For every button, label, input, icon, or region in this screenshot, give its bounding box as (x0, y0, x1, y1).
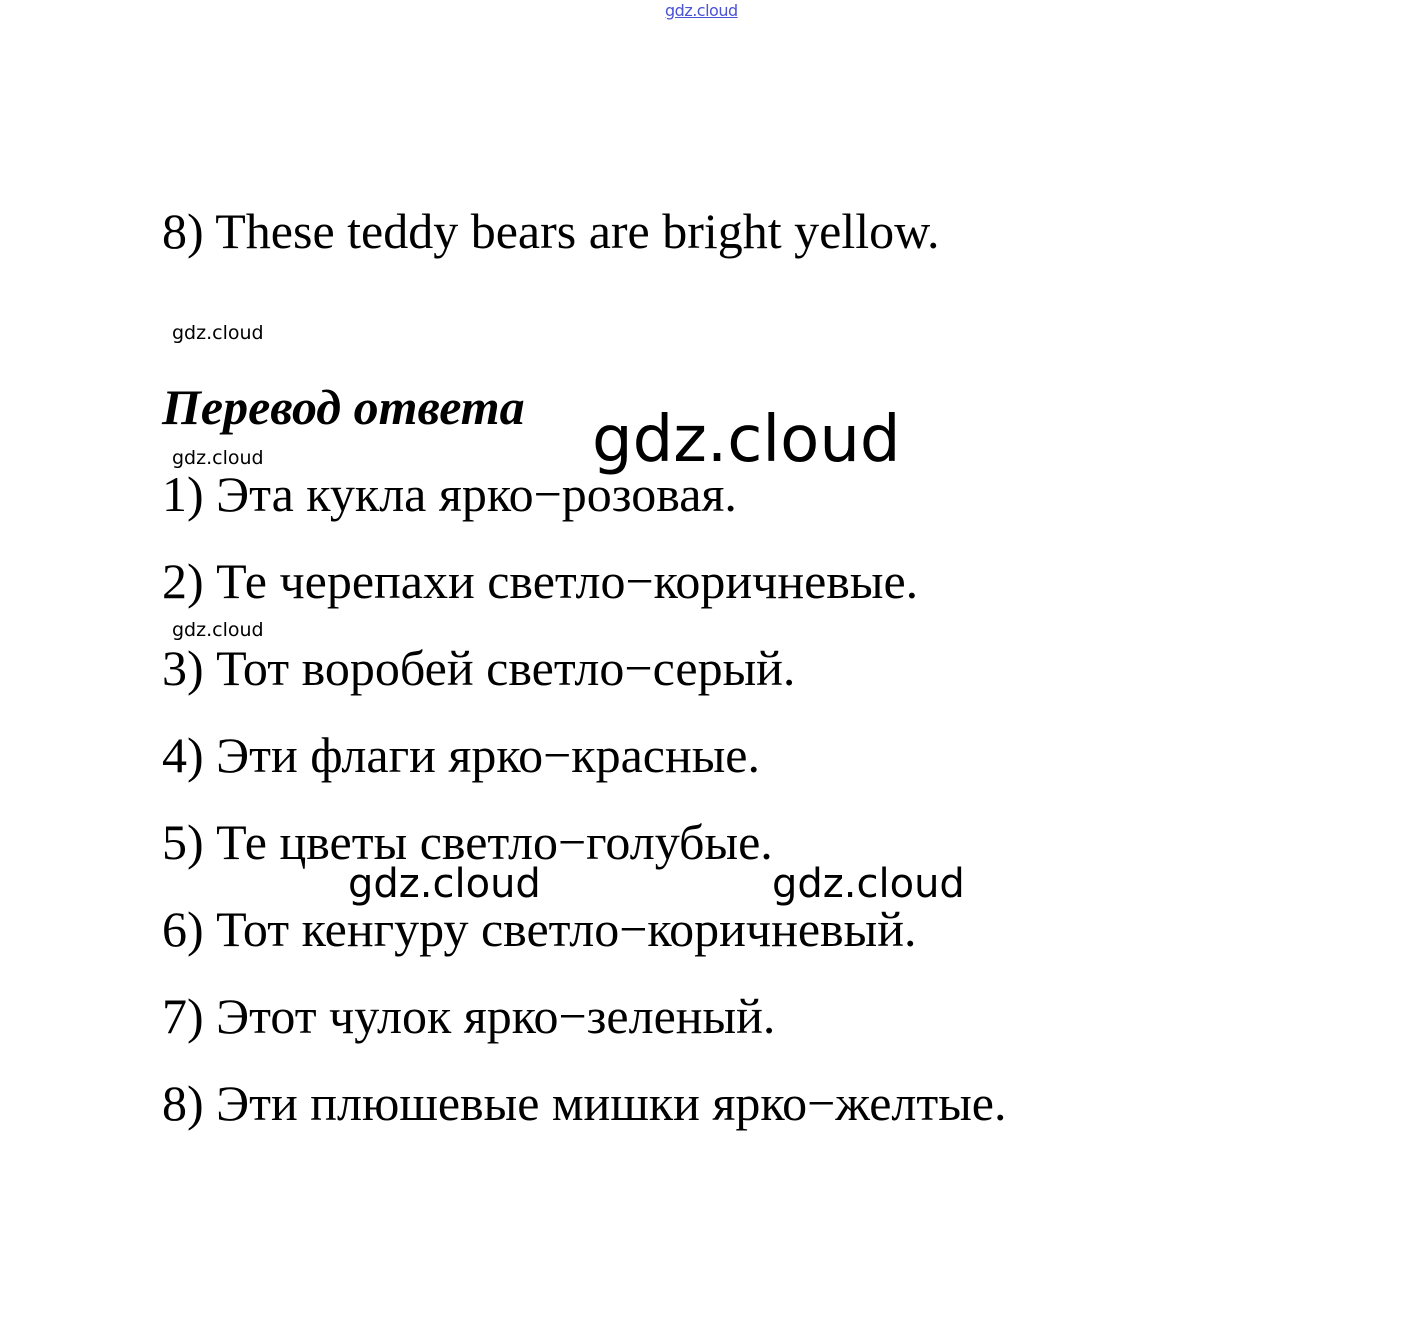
translation-line-7: 7) Этот чулок ярко−зеленый. (162, 988, 776, 1044)
translation-line-8: 8) Эти плюшевые мишки ярко−желтые. (162, 1075, 1007, 1131)
watermark-small: gdz.cloud (172, 447, 264, 469)
watermark-small: gdz.cloud (172, 322, 264, 344)
translation-line-3: 3) Тот воробей светло−серый. (162, 640, 796, 696)
translation-line-4: 4) Эти флаги ярко−красные. (162, 727, 760, 783)
watermark-medium: gdz.cloud (348, 861, 541, 907)
watermark-medium: gdz.cloud (772, 861, 965, 907)
translation-line-6: 6) Тот кенгуру светло−коричневый. (162, 901, 917, 957)
watermark-small: gdz.cloud (172, 619, 264, 641)
translation-line-5: 5) Те цветы светло−голубые. (162, 814, 773, 870)
site-link[interactable]: gdz.cloud (665, 1, 738, 20)
translation-line-2: 2) Те черепахи светло−коричневые. (162, 553, 919, 609)
watermark-large: gdz.cloud (592, 403, 901, 477)
translation-heading: Перевод ответа (162, 379, 525, 435)
english-answer-line: 8) These teddy bears are bright yellow. (162, 203, 940, 259)
translation-line-1: 1) Эта кукла ярко−розовая. (162, 466, 737, 522)
